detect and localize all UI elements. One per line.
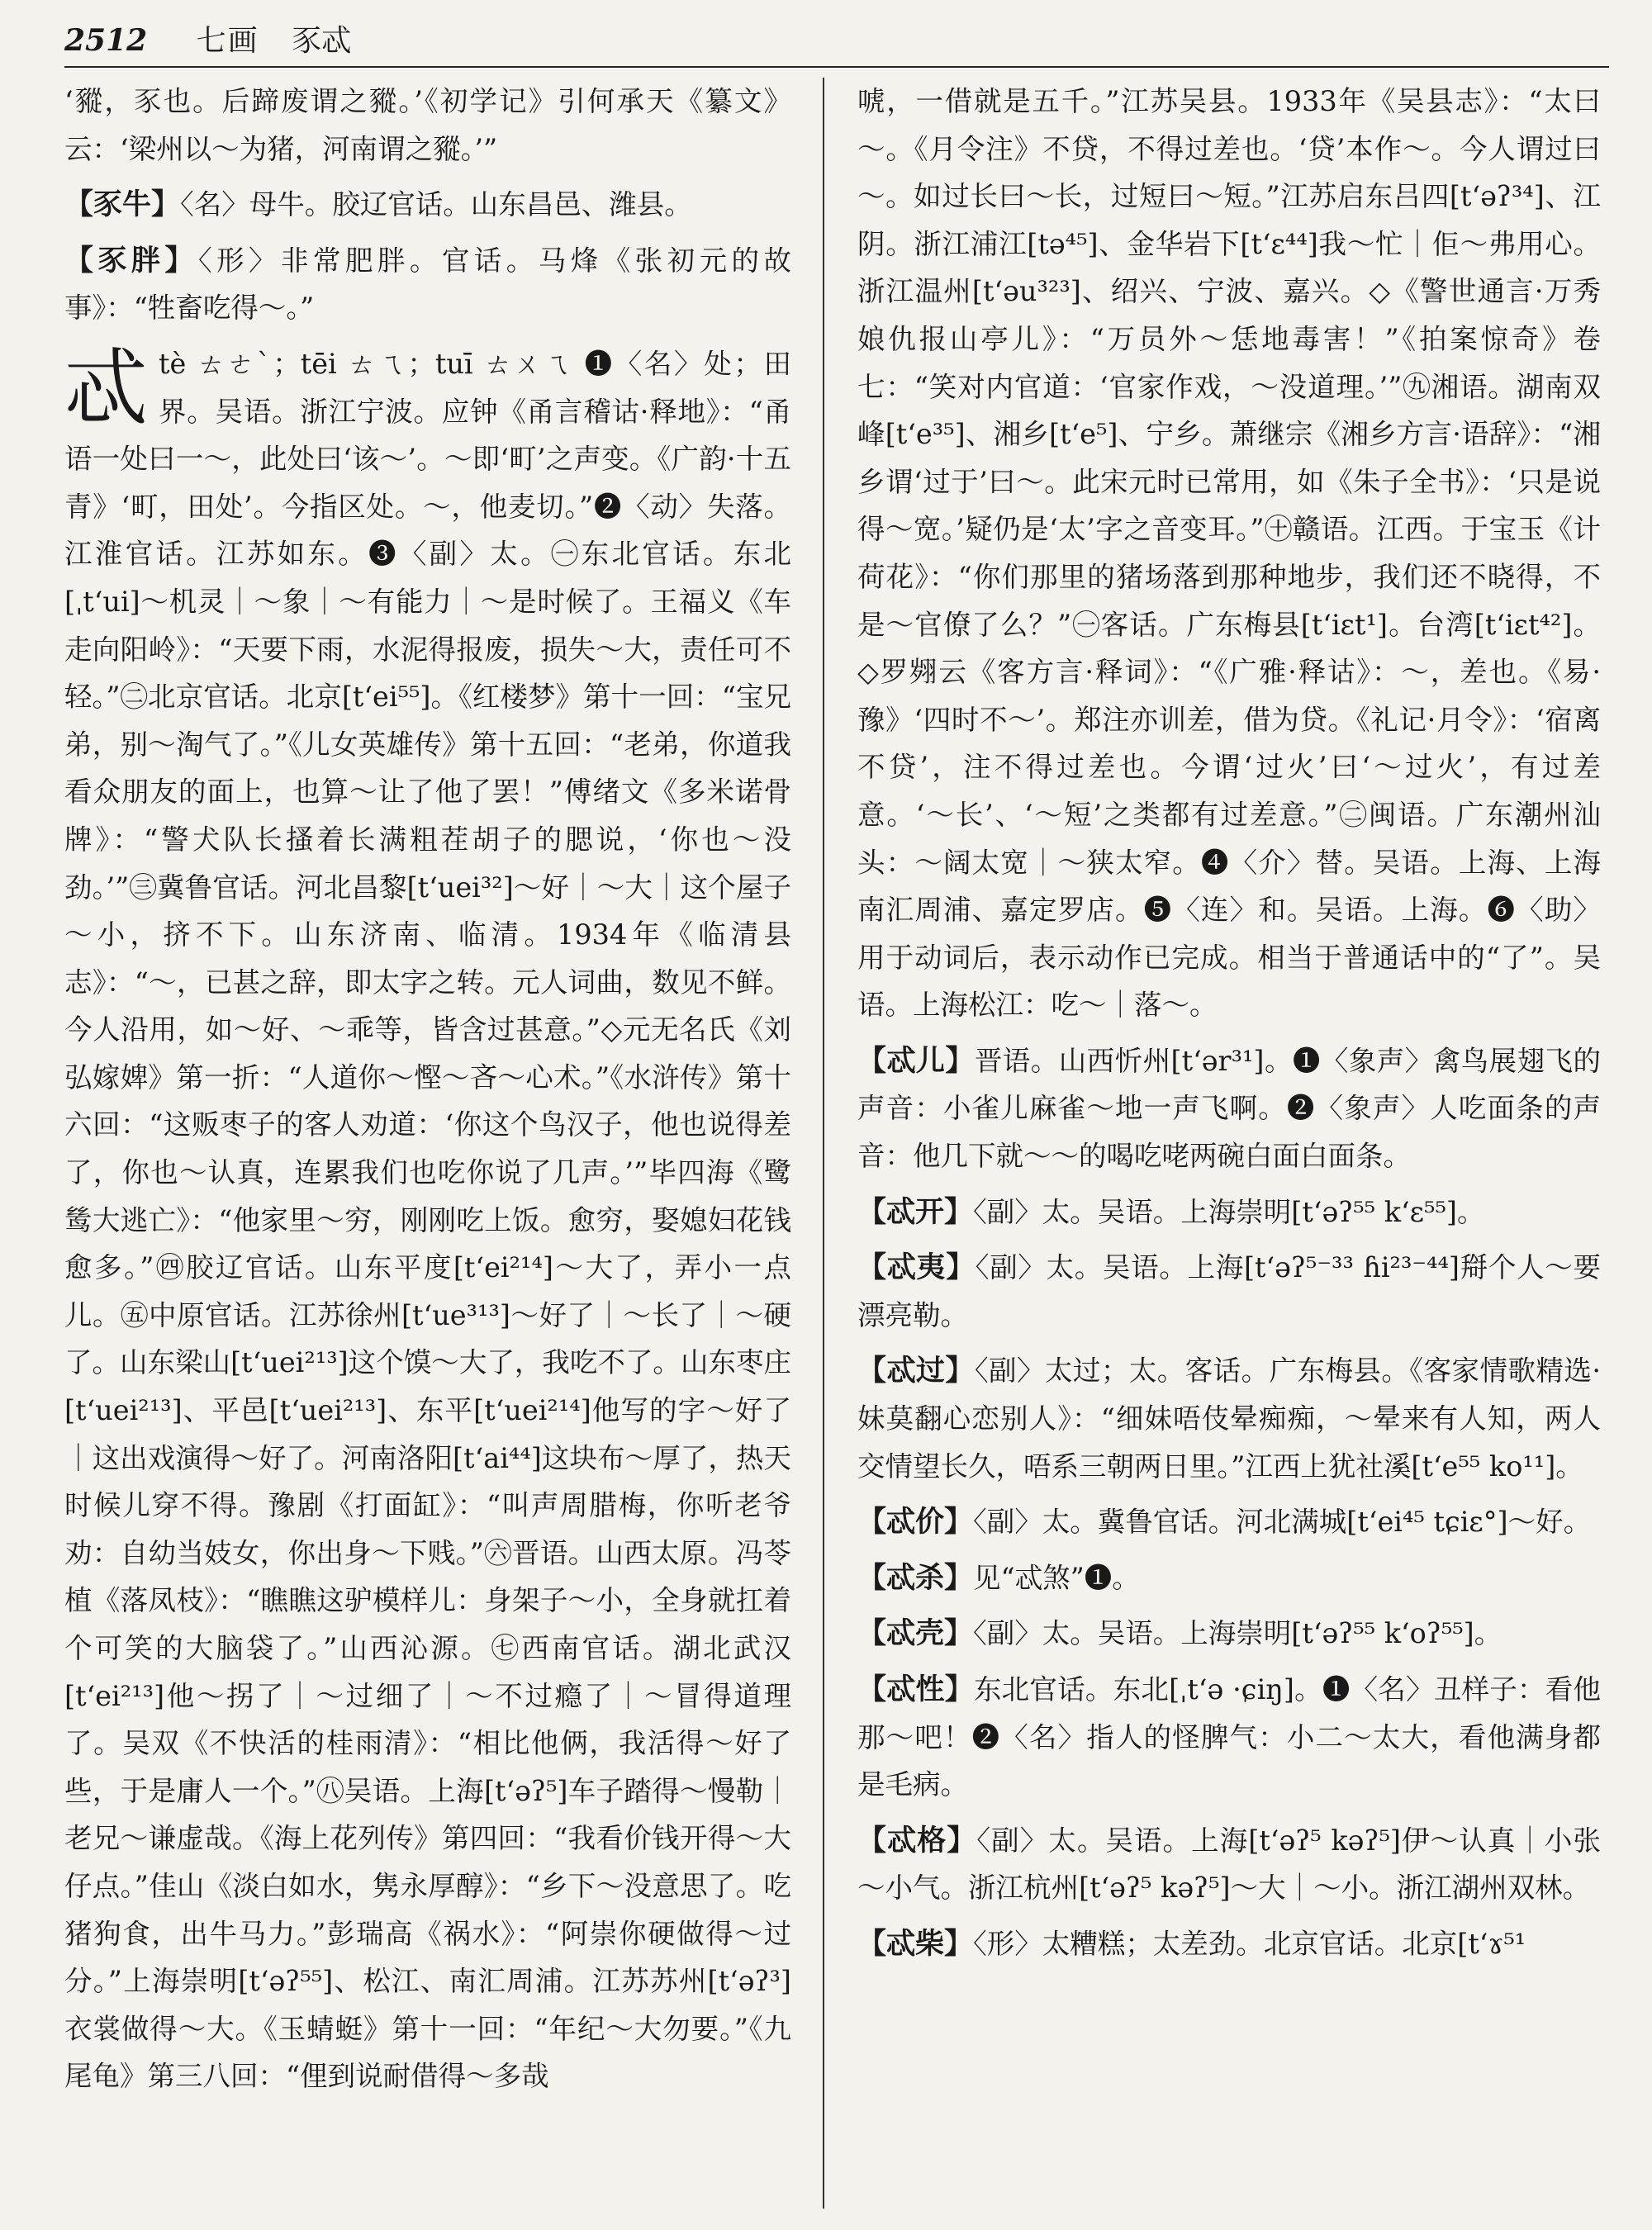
entry-headword: 【忒壳】 [857, 1616, 974, 1651]
entry-text: 〈副〉太。吴语。上海[tʻəʔ⁵ kəʔ⁵]伊～认真｜小张～小气。浙江杭州[tʻəʔ⁵ kəʔ⁵]～大｜～小。浙江湖州双林。 [857, 1824, 1601, 1905]
page-number: 2512 [64, 23, 148, 58]
dictionary-entry [857, 1666, 1601, 1809]
main-character-entry [64, 340, 791, 2100]
dictionary-entry [64, 237, 791, 332]
entry-headword: 【忒格】 [857, 1823, 977, 1858]
entry-headword: 【忒柴】 [857, 1926, 974, 1961]
dictionary-entry [64, 181, 791, 229]
column-divider [823, 78, 824, 2209]
dictionary-entry [857, 1037, 1601, 1180]
entry-headword: 【豕胖】 [64, 243, 198, 278]
dictionary-entry [857, 1920, 1601, 1968]
entry-text: 〈名〉母牛。胶辽官话。山东昌邑、潍县。 [180, 188, 692, 221]
entry-text: 东北官话。东北[ˌtʻə ·ɕiŋ]。❶〈名〉丑样子：看他那～吧！❷〈名〉指人的怪脾气：小二～太大，看他满身都是毛病。 [857, 1673, 1601, 1801]
dictionary-entry [857, 1610, 1601, 1658]
dictionary-entry [64, 78, 791, 173]
dictionary-entry [857, 1189, 1601, 1236]
entry-text: ‘豵，豕也。后蹄废谓之豵。’《初学记》引何承天《纂文》云：‘梁州以～为猪，河南谓之豵。’” [64, 85, 791, 165]
dictionary-entry [857, 1554, 1601, 1602]
entry-text: 〈副〉太。吴语。上海崇明[tʻəʔ⁵⁵ kʻɛ⁵⁵]。 [973, 1195, 1485, 1228]
dictionary-entry [857, 1347, 1601, 1490]
main-headword: 忒 [64, 339, 147, 436]
entry-headword: 【忒价】 [857, 1505, 974, 1540]
entry-headword: 【忒杀】 [857, 1560, 974, 1595]
entry-text: tè ㄊㄜˋ；tēi ㄊㄟ；tuī ㄊㄨㄟ ❶〈名〉处；田界。吴语。浙江宁波。应钟《甬言稽诂·释地》：“甬语一处曰一～，此处曰‘该～’。～即‘町’之声变。《广韵·十五青》‘町，田处’。今指区处。～，他麦切。”❷〈动〉失落。江淮官话。江苏如东。❸〈副〉太。㊀东北官话。东北[ˌtʻui]～机灵｜～象｜～有能力｜～是时候了。王福义《车走向阳岭》：“天要下雨，水泥得报废，损失～大，责任可不轻。”㊁北京官话。北京[tʻei⁵⁵]。《红楼梦》第十一回：“宝兄弟，别～淘气了。”《儿女英雄传》第十五回：“老弟，你道我看众朋友的面上，也算～让了他了罢！”傅绪文《多米诺骨牌》：“警犬队长搔着长满粗茬胡子的腮说，‘你也～没劲。’”㊂冀鲁官话。河北昌黎[tʻuei³²]～好｜～大｜这个屋子～小，挤不下。山东济南、临清。1934年《临清县志》：“～，已甚之辞，即太字之转。元人词曲，数见不鲜。今人沿用，如～好、～乖等，皆含过甚意。”◇元无名氏《刘弘嫁婢》第一折：“人道你～慳～吝～心术。”《水浒传》第十六回：“这贩枣子的客人劝道：‘你这个鸟汉子，他也说得差了，你也～认真，连累我们也吃你说了几声。’”毕四海《鹭鸶大逃亡》：“他家里～穷，刚刚吃上饭。愈穷，娶媳妇花钱愈多。”㊃胶辽官话。山东平度[tʻei²¹⁴]～大了，弄小一点儿。㊄中原官话。江苏徐州[tʻue³¹³]～好了｜～长了｜～硬了。山东梁山[tʻuei²¹³]这个馍～大了，我吃不了。山东枣庄[tʻuei²¹³]、平邑[tʻuei²¹³]、东平[tʻuei²¹⁴]他写的字～好了｜这出戏演得～好了。河南洛阳[tʻai⁴⁴]这块布～厚了，热天时候儿穿不得。豫剧《打面缸》：“叫声周腊梅，你听老爷劝：自幼当妓女，你出身～下贱。”㊅晋语。山西太原。冯苓植《落凤枝》：“瞧瞧这驴模样儿：身架子～小，全身就扛着个可笑的大脑袋了。”山西沁源。㊆西南官话。湖北武汉[tʻei²¹³]他～拐了｜～过细了｜～不过瘾了｜～冒得道理了。吴双《不快活的桂雨清》：“相比他俩，我活得～好了些，于是庸人一个。”㊇吴语。上海[tʻəʔ⁵]车子踏得～慢勒｜老兄～谦虚哉。《海上花列传》第四回：“我看价钱开得～大仔点。”佳山《淡白如水，隽永厚醇》：“乡下～没意思了。吃猪狗食，出牛马力。”彭瑞高《祸水》：“阿崇你硬做得～过分。”上海崇明[tʻəʔ⁵⁵]、松江、南汇周浦。江苏苏州[tʻəʔ³]衣裳做得～大。《玉蜻蜓》第十一回：“年纪～大勿要。”《九尾龟》第三八回：“俚到说耐借得～多哉 [64, 347, 791, 2093]
entry-text: 唬，一借就是五千。”江苏吴县。1933年《吴县志》：“太曰～。《月令注》不贷，不得过差也。‘贷’本作～。今人谓过曰～。如过长曰～长，过短曰～短。”江苏启东吕四[tʻəʔ³⁴]、江阴。浙江浦江[tə⁴⁵]、金华岩下[tʻɛ⁴⁴]我～忙｜佢～弗用心。浙江温州[tʻəu³²³]、绍兴、宁波、嘉兴。◇《警世通言·万秀娘仇报山亭儿》：“万员外～恁地毒害！”《拍案惊奇》卷七：“笑对内官道：‘官家作戏，～没道理。’”㊈湘语。湖南双峰[tʻe³⁵]、湘乡[tʻe⁵]、宁乡。萧继宗《湘乡方言·语辞》：“湘乡谓‘过于’曰～。此宋元时已常用，如《朱子全书》：‘只是说得～宽。’疑仍是‘太’字之音变耳。”㊉赣语。江西。于宝玉《计荷花》：“你们那里的猪场落到那种地步，我们还不晓得，不是～官僚了么？”㊀客话。广东梅县[tʻiɛt¹]。台湾[tʻiɛt⁴²]。◇罗翙云《客方言·释词》：“《广雅·释诂》：～，差也。《易·豫》‘四时不～’。郑注亦训差，借为贷。《礼记·月令》：‘宿离不贷’，注不得过差也。今谓‘过火’曰‘～过火’，有过差意。‘～长’、‘～短’之类都有过差意。”㊁闽语。广东潮州汕头：～阔太宽｜～狭太窄。❹〈介〉替。吴语。上海、上海南汇周浦、嘉定罗店。❺〈连〉和。吴语。上海。❻〈助〉用于动词后，表示动作已完成。相当于普通话中的“了”。吴语。上海松江：吃～｜落～。 [857, 85, 1601, 1022]
right-column [857, 78, 1601, 2217]
entry-text: 见“忒煞”❶。 [973, 1561, 1140, 1594]
entry-text: 〈副〉太。吴语。上海[tʻəʔ⁵⁻³³ ɦi²³⁻⁴⁴]搿个人～要漂亮勒。 [857, 1251, 1601, 1331]
entry-text: 〈形〉非常肥胖。官话。马烽《张初元的故事》：“牲畜吃得～。” [64, 244, 791, 325]
stroke-section: 七画 [196, 24, 259, 58]
page-header [64, 15, 1609, 68]
entry-headword: 【豕牛】 [64, 187, 181, 222]
entry-text: 〈副〉太。吴语。上海崇明[tʻəʔ⁵⁵ kʻoʔ⁵⁵]。 [973, 1617, 1502, 1650]
entry-text: 〈副〉太过；太。客话。广东梅县。《客家情歌精选·妹莫翻心恋别人》：“细妹唔伎晕痴痴，～晕来有人知，两人交情望长久，唔系三朝两日里。”江西上犹社溪[tʻe⁵⁵ ko¹¹]。 [857, 1355, 1601, 1483]
entry-headword: 【忒过】 [857, 1354, 975, 1388]
entry-headword: 【忒性】 [857, 1672, 974, 1706]
dictionary-entry [857, 1244, 1601, 1339]
entry-text: 〈形〉太糟糕；太差劲。北京官话。北京[tʻɤ⁵¹ [973, 1927, 1526, 1960]
dictionary-entry [857, 1817, 1601, 1912]
entry-headword: 【忒开】 [857, 1194, 974, 1229]
entry-headword: 【忒儿】 [857, 1043, 975, 1078]
entry-text: 晋语。山西忻州[tʻər³¹]。❶〈象声〉禽鸟展翅飞的声音：小雀儿麻雀～地一声飞啊。❷〈象声〉人吃面条的声音：他几下就～～的喝吃咾两碗白面白面条。 [857, 1044, 1601, 1173]
entry-text: 〈副〉太。冀鲁官话。河北满城[tʻei⁴⁵ tɕiɛ°]～好。 [973, 1506, 1592, 1539]
left-column [64, 78, 791, 2217]
dictionary-entry [857, 78, 1601, 1029]
dictionary-entry [857, 1498, 1601, 1546]
header-characters: 豕忒 [292, 24, 352, 58]
entry-headword: 【忒夷】 [857, 1250, 976, 1285]
